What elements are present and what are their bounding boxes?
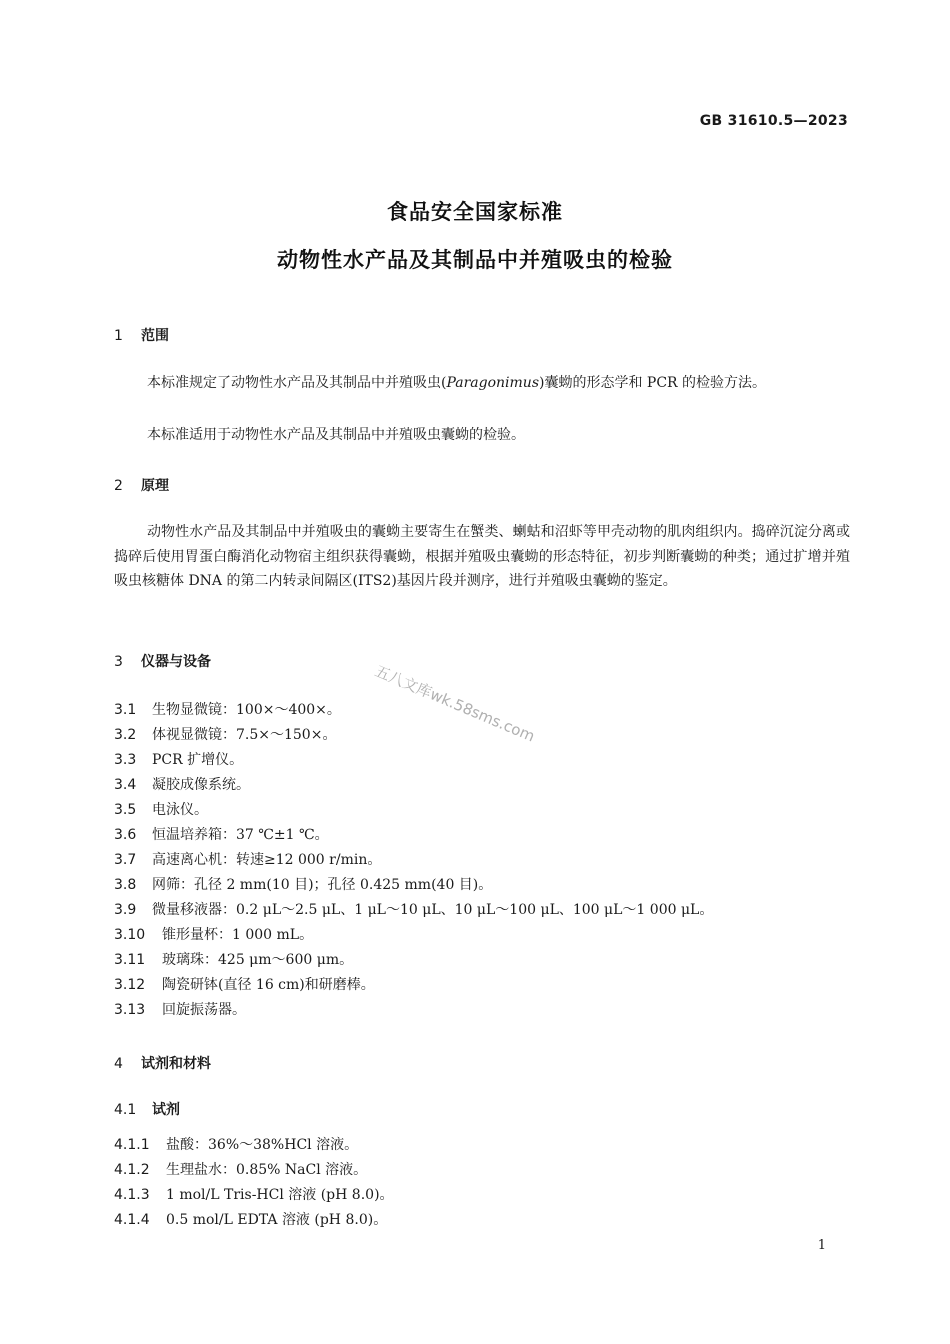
item-text: 生物显微镜：100×～400×。 <box>152 702 341 718</box>
item-number: 3.3 <box>114 752 137 768</box>
standard-code: GB 31610.5—2023 <box>699 113 848 129</box>
item-text: 网筛：孔径 2 mm(10 目)；孔径 0.425 mm(40 目)。 <box>152 877 493 893</box>
subsection-number: 4.1 <box>114 1102 137 1118</box>
list-item <box>114 926 313 944</box>
scope-paragraph-1 <box>114 371 850 396</box>
section-title: 原理 <box>141 478 169 494</box>
list-item <box>114 726 336 744</box>
watermark-text: 五八文库wk.58sms.com <box>372 661 538 746</box>
item-number: 4.1.1 <box>114 1137 150 1153</box>
text-run: )囊蚴的形态学和 PCR 的检验方法。 <box>539 375 767 391</box>
item-number: 3.2 <box>114 727 137 743</box>
list-item <box>114 901 713 919</box>
item-text: 0.5 mol/L EDTA 溶液 (pH 8.0)。 <box>166 1212 388 1228</box>
subsection-heading-reagents <box>114 1099 180 1119</box>
item-text: 凝胶成像系统。 <box>152 777 250 793</box>
list-item <box>114 851 381 869</box>
list-item <box>114 776 250 794</box>
item-number: 3.4 <box>114 777 137 793</box>
section-heading-scope <box>114 325 169 345</box>
document-title: 食品安全国家标准 <box>387 200 563 224</box>
list-item <box>114 701 341 719</box>
text-run: 本标准规定了动物性水产品及其制品中并殖吸虫( <box>147 375 447 391</box>
subsection-title: 试剂 <box>152 1102 180 1118</box>
list-item <box>114 1161 367 1179</box>
list-item <box>114 1186 394 1204</box>
item-number: 3.9 <box>114 902 137 918</box>
list-item <box>114 951 353 969</box>
item-text: 体视显微镜：7.5×～150×。 <box>152 727 337 743</box>
item-number: 3.6 <box>114 827 137 843</box>
document-subtitle: 动物性水产品及其制品中并殖吸虫的检验 <box>277 248 673 272</box>
item-number: 3.8 <box>114 877 137 893</box>
list-item <box>114 976 375 994</box>
item-number: 3.10 <box>114 927 146 943</box>
item-text: 盐酸：36%～38%HCl 溶液。 <box>166 1137 359 1153</box>
section-heading-reagents-materials <box>114 1053 211 1073</box>
item-number: 3.1 <box>114 702 137 718</box>
section-title: 范围 <box>141 328 169 344</box>
section-number: 1 <box>114 328 123 344</box>
section-heading-principle <box>114 475 169 495</box>
item-number: 3.5 <box>114 802 137 818</box>
item-text: 锥形量杯：1 000 mL。 <box>162 927 314 943</box>
item-number: 4.1.2 <box>114 1162 150 1178</box>
item-number: 3.7 <box>114 852 137 868</box>
list-item <box>114 1211 387 1229</box>
section-number: 3 <box>114 654 123 670</box>
item-text: PCR 扩增仪。 <box>152 752 244 768</box>
item-text: 回旋振荡器。 <box>162 1002 246 1018</box>
item-text: 玻璃珠：425 μm～600 μm。 <box>162 952 354 968</box>
list-item <box>114 1001 246 1019</box>
item-text: 恒温培养箱：37 ℃±1 ℃。 <box>152 827 329 843</box>
genus-name: Paragonimus <box>446 375 540 391</box>
item-text: 电泳仪。 <box>152 802 208 818</box>
item-number: 4.1.3 <box>114 1187 150 1203</box>
section-heading-apparatus <box>114 651 211 671</box>
section-title: 试剂和材料 <box>141 1056 211 1072</box>
item-number: 4.1.4 <box>114 1212 150 1228</box>
item-text: 1 mol/L Tris-HCl 溶液 (pH 8.0)。 <box>166 1187 394 1203</box>
list-item <box>114 751 243 769</box>
item-text: 微量移液器：0.2 μL～2.5 μL、1 μL～10 μL、10 μL～100 μL、100 μL～1 000 μL。 <box>152 902 714 918</box>
section-number: 2 <box>114 478 123 494</box>
section-number: 4 <box>114 1056 123 1072</box>
scope-paragraph-2: 本标准适用于动物性水产品及其制品中并殖吸虫囊蚴的检验。 <box>147 427 525 443</box>
item-number: 3.11 <box>114 952 146 968</box>
page-number: 1 <box>817 1238 826 1253</box>
principle-paragraph: 动物性水产品及其制品中并殖吸虫的囊蚴主要寄生在蟹类、蝲蛄和沼虾等甲壳动物的肌肉组织内。捣碎沉淀分离或捣碎后使用胃蛋白酶消化动物宿主组织获得囊蚴，根据并殖吸虫囊蚴的形态特征，初步判断囊蚴的种类；通过扩增并殖吸虫核糖体 DNA 的第二内转录间隔区(ITS2)基因片段并测序，进行并殖吸虫囊蚴的鉴定。 <box>114 524 850 589</box>
item-text: 生理盐水：0.85% NaCl 溶液。 <box>166 1162 368 1178</box>
item-text: 高速离心机：转速≥12 000 r/min。 <box>152 852 382 868</box>
section-title: 仪器与设备 <box>141 654 211 670</box>
list-item <box>114 876 492 894</box>
item-text: 陶瓷研钵(直径 16 cm)和研磨棒。 <box>162 977 375 993</box>
item-number: 3.12 <box>114 977 146 993</box>
list-item <box>114 1136 358 1154</box>
list-item <box>114 801 208 819</box>
list-item <box>114 826 329 844</box>
item-number: 3.13 <box>114 1002 146 1018</box>
